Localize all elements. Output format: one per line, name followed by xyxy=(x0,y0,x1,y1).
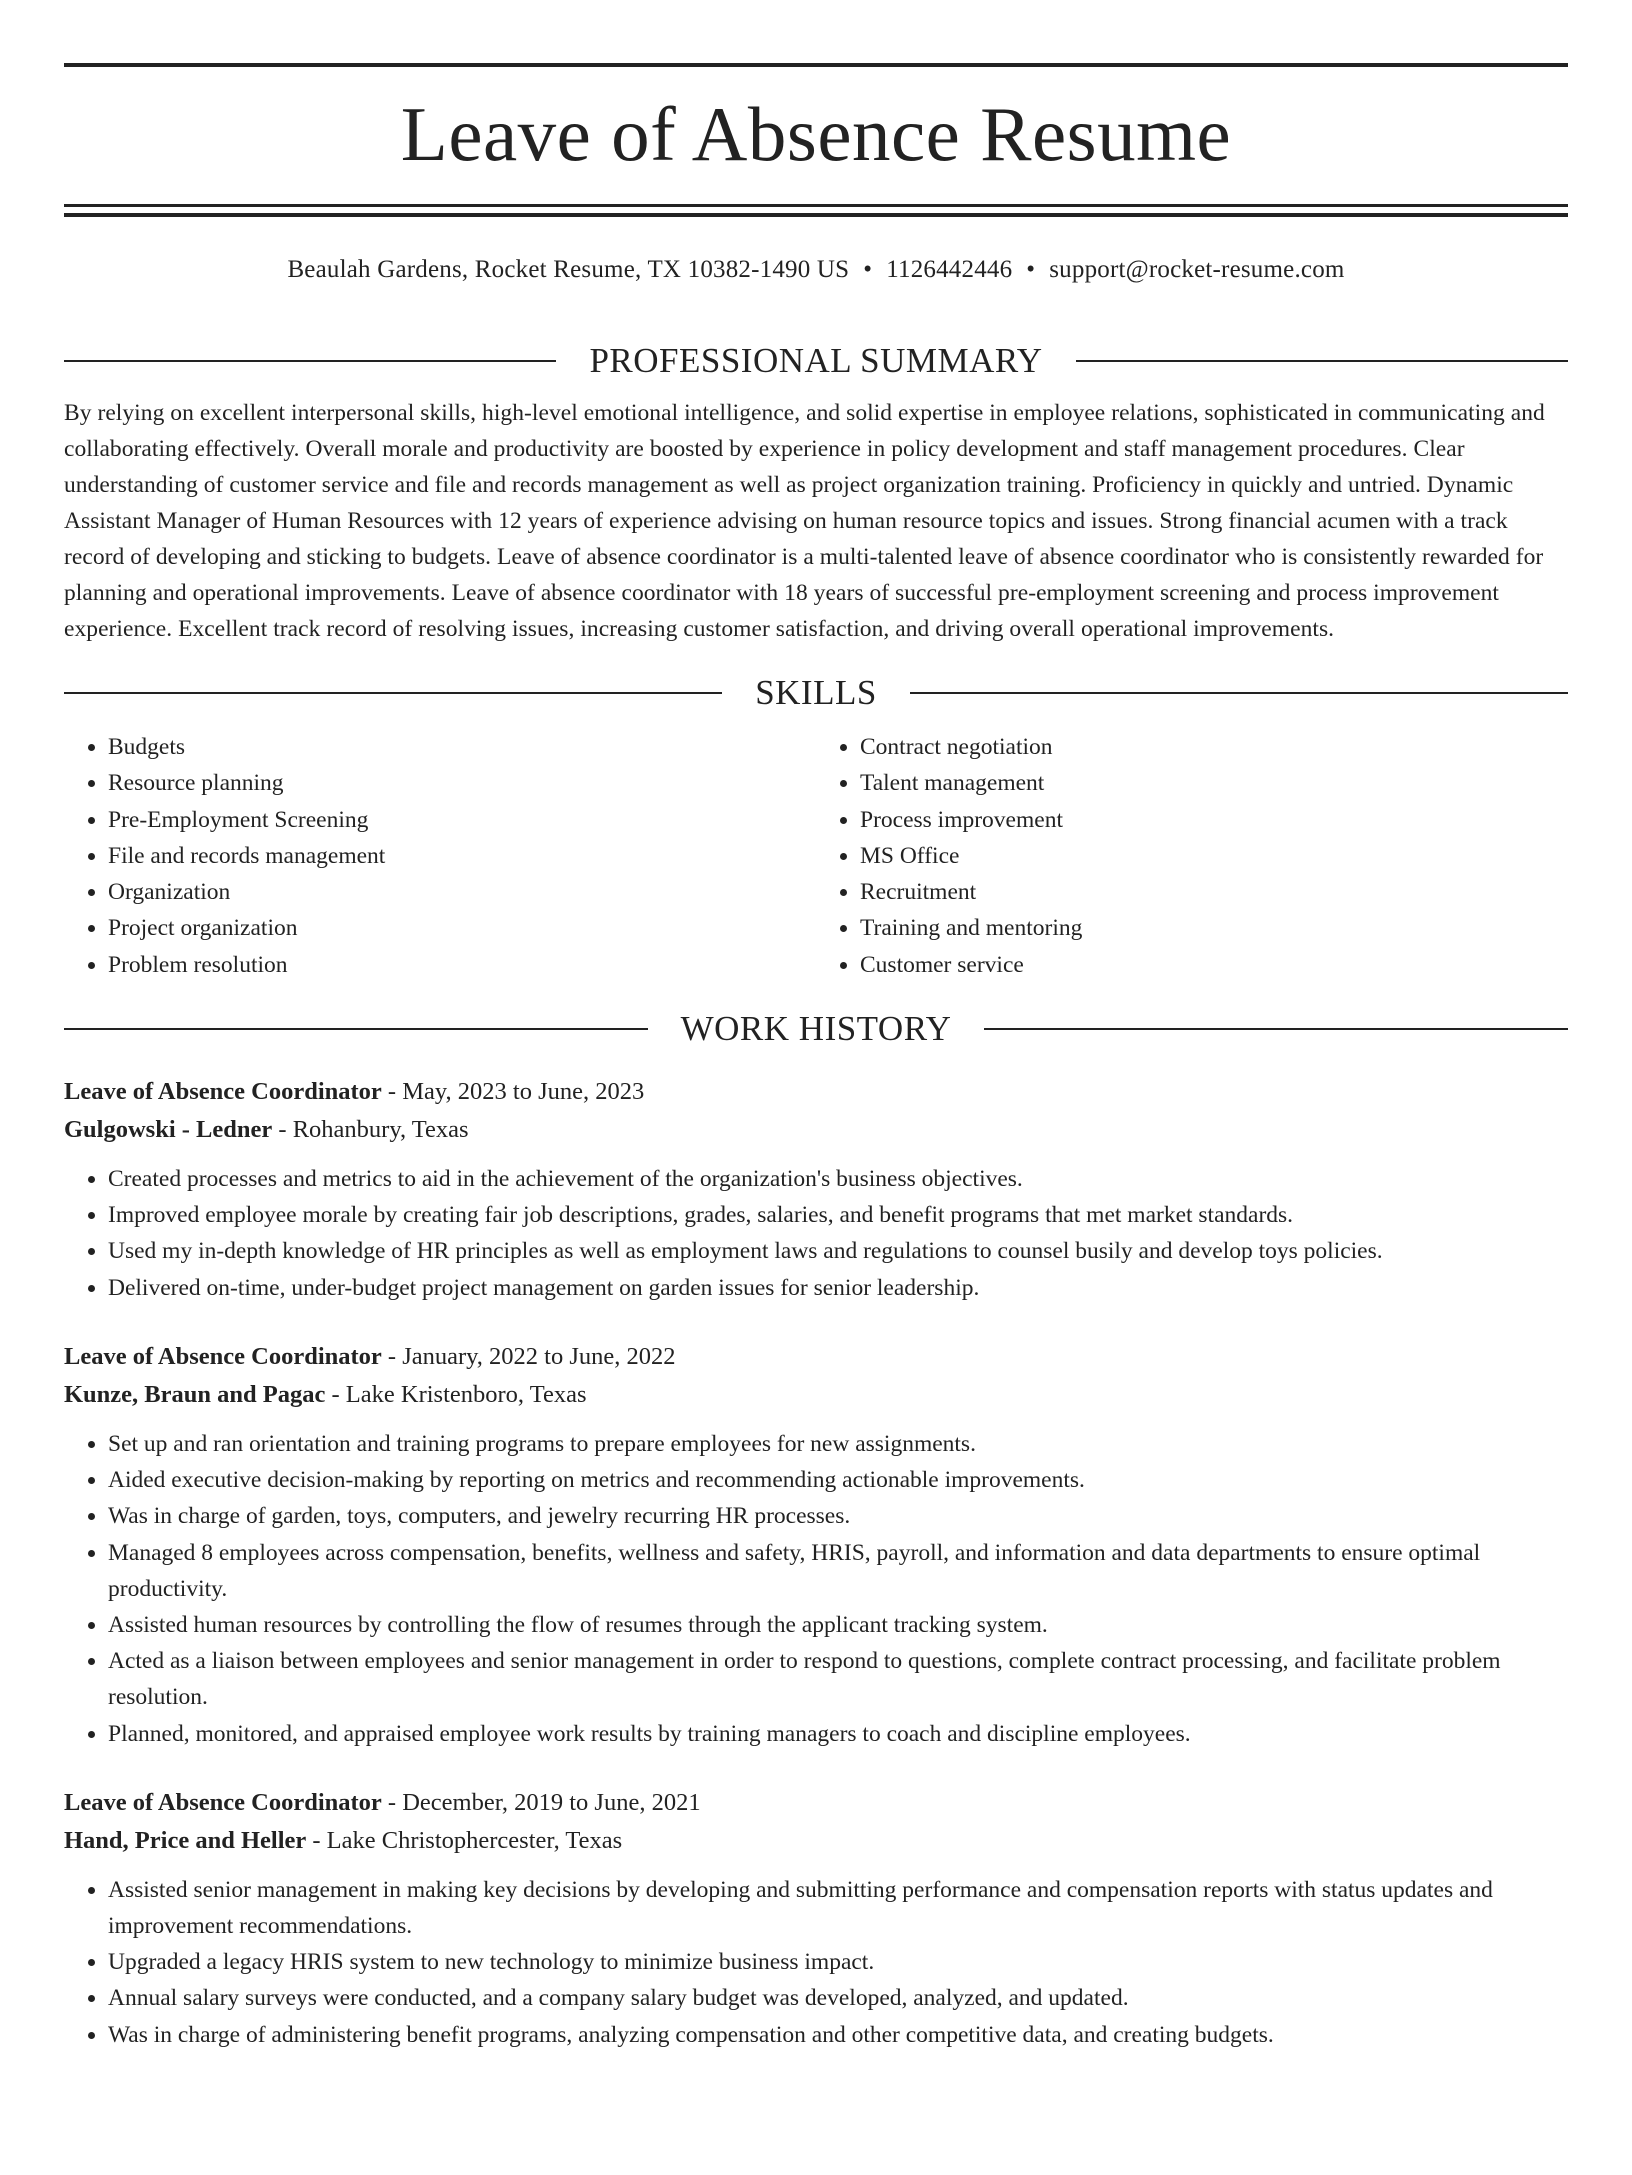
skill-item: • Resource planning xyxy=(108,765,816,801)
job-company: Kunze, Braun and Pagac xyxy=(64,1380,326,1408)
job-entry xyxy=(64,1073,1568,1306)
job-company: Hand, Price and Heller xyxy=(64,1826,307,1854)
job-bullet: • Aided executive decision-making by reporting on metrics and recommending actionable improvements. xyxy=(108,1462,1568,1498)
job-bullet: • Was in charge of garden, toys, computers, and jewelry recurring HR processes. xyxy=(108,1498,1568,1534)
job-company-line xyxy=(64,1822,1568,1860)
contact-phone: 1126442446 xyxy=(886,256,1013,283)
contact-line xyxy=(64,255,1568,285)
job-bullets xyxy=(64,1872,1568,2053)
job-title: Leave of Absence Coordinator xyxy=(64,1342,382,1370)
job-title-line xyxy=(64,1073,1568,1111)
skill-item: • Contract negotiation xyxy=(860,729,1568,765)
job-company: Gulgowski - Ledner xyxy=(64,1116,273,1144)
skill-item: • Training and mentoring xyxy=(860,910,1568,946)
skill-item: • Pre-Employment Screening xyxy=(108,802,816,838)
job-bullet: • Was in charge of administering benefit programs, analyzing compensation and other competitive data, and creating budgets. xyxy=(108,2017,1568,2053)
resume-title: Leave of Absence Resume xyxy=(400,91,1232,177)
skill-item: • Budgets xyxy=(108,729,816,765)
summary-section-heading xyxy=(64,341,1568,381)
work-history-heading-label: WORK HISTORY xyxy=(680,1009,952,1049)
job-bullet: • Improved employee morale by creating fair job descriptions, grades, salaries, and benefit programs that met market standards. xyxy=(108,1197,1568,1233)
job-location: - Lake Christophercester, Texas xyxy=(306,1826,623,1854)
job-dates: - May, 2023 to June, 2023 xyxy=(381,1078,645,1106)
summary-heading-label: PROFESSIONAL SUMMARY xyxy=(589,341,1043,380)
job-bullet: • Acted as a liaison between employees and senior management in order to respond to questions, complete contract processing, and facilitate problem resolution. xyxy=(108,1643,1568,1715)
job-company-line xyxy=(64,1111,1568,1149)
contact-email: support@rocket-resume.com xyxy=(1049,256,1345,283)
title-double-rule xyxy=(64,204,1568,217)
resume-page xyxy=(0,63,1632,2175)
job-bullet: • Delivered on-time, under-budget project management on garden issues for senior leadership. xyxy=(108,1270,1568,1306)
skills-column-left xyxy=(64,729,816,983)
job-bullet: • Assisted senior management in making key decisions by developing and submitting performance and compensation reports with status updates and improvement recommendations. xyxy=(108,1872,1568,1944)
job-entry xyxy=(64,1338,1568,1752)
job-bullet: • Used my in-depth knowledge of HR principles as well as employment laws and regulations to counsel busily and develop toys policies. xyxy=(108,1233,1568,1269)
job-bullet: • Set up and ran orientation and training programs to prepare employees for new assignments. xyxy=(108,1426,1568,1462)
job-dates: - December, 2019 to June, 2021 xyxy=(381,1788,701,1816)
job-title: Leave of Absence Coordinator xyxy=(64,1788,382,1816)
skills-list xyxy=(64,729,1568,983)
job-company-line xyxy=(64,1376,1568,1414)
job-bullet: • Annual salary surveys were conducted, and a company salary budget was developed, analyzed, and updated. xyxy=(108,1980,1568,2016)
job-bullets xyxy=(64,1161,1568,1306)
skill-item: • Talent management xyxy=(860,765,1568,801)
job-title: Leave of Absence Coordinator xyxy=(64,1078,382,1106)
contact-separator: • xyxy=(863,256,873,283)
job-title-line xyxy=(64,1338,1568,1376)
job-bullet: • Assisted human resources by controlling the flow of resumes through the applicant tracking system. xyxy=(108,1607,1568,1643)
job-location: - Rohanbury, Texas xyxy=(272,1116,469,1144)
skills-section-heading xyxy=(64,673,1568,713)
skill-item: • Process improvement xyxy=(860,802,1568,838)
job-entry xyxy=(64,1784,1568,2053)
job-location: - Lake Kristenboro, Texas xyxy=(325,1380,587,1408)
skill-item: • MS Office xyxy=(860,838,1568,874)
professional-summary: By relying on excellent interpersonal skills, high-level emotional intelligence, and solid expertise in employee relations, sophisticated in communicating and collaborating effectively. Overall morale and productivity are boosted by experience in policy development and staff management procedures. Clear understanding of customer service and file and records management as well as project organization training. Proficiency in quickly and untried. Dynamic Assistant Manager of Human Resources with 12 years of experience advising on human resource topics and issues. Strong financial acumen with a track record of developing and sticking to budgets. Leave of absence coordinator is a multi-talented leave of absence coordinator who is consistently rewarded for planning and operational improvements. Leave of absence coordinator with 18 years of successful pre-employment screening and process improvement experience. Excellent track record of resolving issues, increasing customer satisfaction, and driving overall operational improvements. xyxy=(64,400,1545,642)
skills-column-right xyxy=(816,729,1568,983)
job-bullet: • Upgraded a legacy HRIS system to new technology to minimize business impact. xyxy=(108,1944,1568,1980)
job-bullet: • Created processes and metrics to aid in the achievement of the organization's business objectives. xyxy=(108,1161,1568,1197)
work-history-section-heading xyxy=(64,1009,1568,1049)
job-title-line xyxy=(64,1784,1568,1822)
job-bullet: • Managed 8 employees across compensation, benefits, wellness and safety, HRIS, payroll, and information and data departments to ensure optimal productivity. xyxy=(108,1535,1568,1607)
job-bullet: • Planned, monitored, and appraised employee work results by training managers to coach and discipline employees. xyxy=(108,1716,1568,1752)
contact-address: Beaulah Gardens, Rocket Resume, TX 10382-1490 US xyxy=(287,256,850,283)
skill-item: • Recruitment xyxy=(860,874,1568,910)
skill-item: • File and records management xyxy=(108,838,816,874)
skill-item: • Project organization xyxy=(108,910,816,946)
skill-item: • Organization xyxy=(108,874,816,910)
job-dates: - January, 2022 to June, 2022 xyxy=(381,1342,676,1370)
skills-heading-label: SKILLS xyxy=(755,673,877,712)
contact-separator: • xyxy=(1026,256,1036,283)
skill-item: • Customer service xyxy=(860,947,1568,983)
skill-item: • Problem resolution xyxy=(108,947,816,983)
job-bullets xyxy=(64,1426,1568,1752)
